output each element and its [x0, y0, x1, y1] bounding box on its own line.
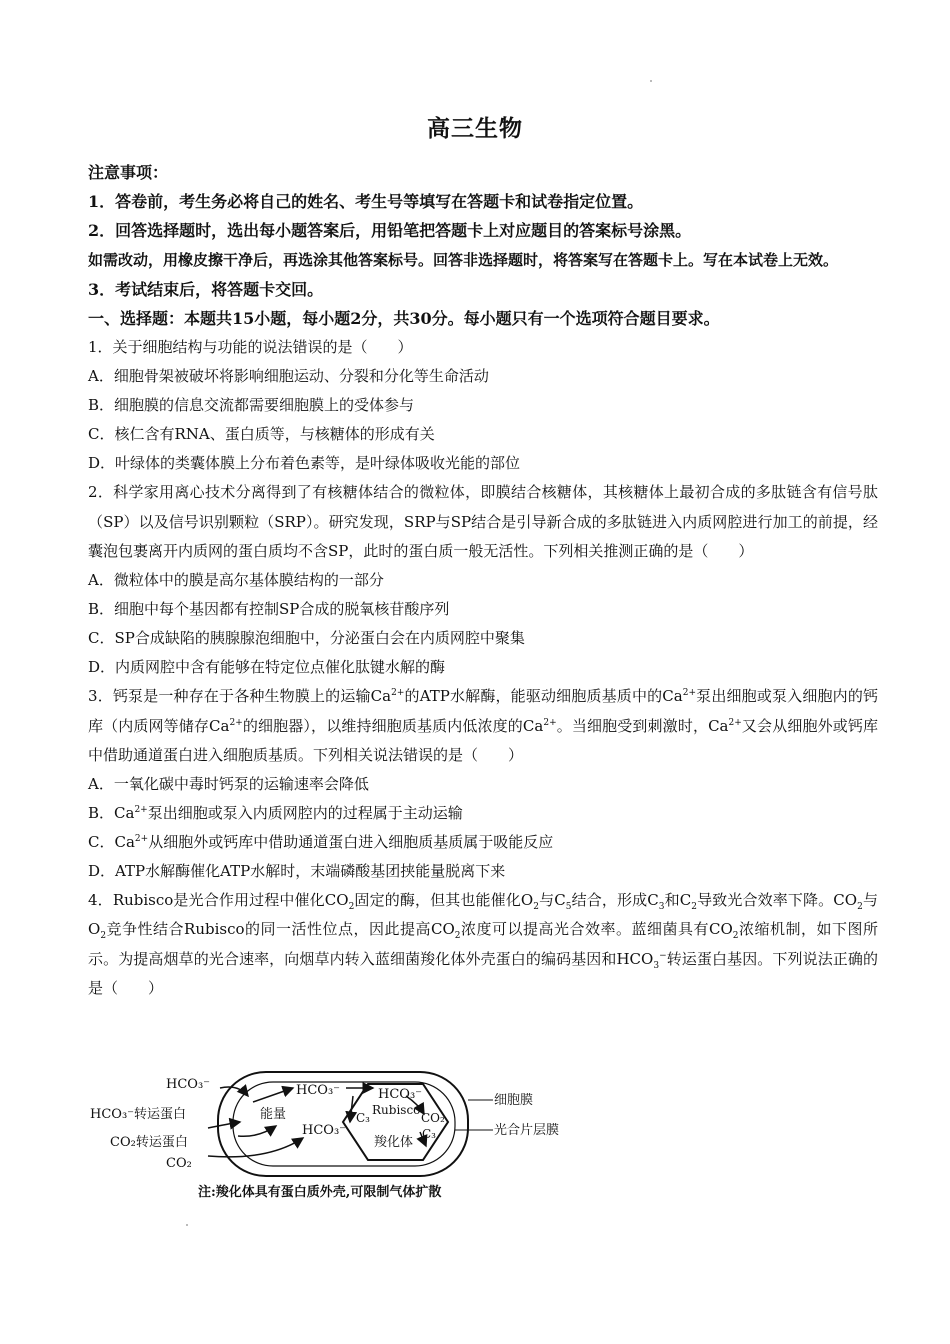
co2-outside-label: CO₂ [166, 1156, 192, 1171]
question-stem: 4．Rubisco是光合作用过程中催化$CO_2$固定的酶，但其也能催化$O_2$与$C_5$结合，形成$C_3$和$C_2$导致光合效率下降。$CO_2$与$O_2$竞争性结合Rubisco的同一活性位点，因此提高$CO_2$浓度可以提高光合效率。蓝细菌具有$CO_2$浓缩机制，如下图所示。为提高烟草的光合速率，向烟草内转入蓝细菌羧化体外壳蛋白的编码基因和$HCO_3^-$转运蛋白基因。下列说法正确的是（ ） [88, 891, 878, 997]
carboxysome-label: 羧化体 [374, 1135, 414, 1150]
hco3-thylakoid-label: HCO₃⁻ [302, 1123, 347, 1138]
option-b: B．$Ca^{2+}$泵出细胞或泵入内质网腔内的过程属于主动运输 [88, 804, 463, 823]
notice-item-3: 3．考试结束后，将答题卡交回。 [88, 279, 324, 299]
question-stem: 3．钙泵是一种存在于各种生物膜上的运输$Ca^{2+}$的ATP水解酶，能驱动细胞质基质中的$Ca^{2+}$泵出细胞或泵入细胞内的钙库（内质网等储存$Ca^{2+}$的细胞器），以维持细胞质基质内低浓度的$Ca^{2+}$。当细胞受到刺激时，$Ca^{2+}$又会从细胞外或钙库中借助通道蛋白进入细胞质基质。下列相关说法错误的是（ ） [88, 687, 878, 764]
option-c: C．核仁含有RNA、蛋白质等，与核糖体的形成有关 [88, 425, 435, 444]
c3-label: C₃ [356, 1111, 370, 1125]
c3-label: C₃ [422, 1127, 436, 1141]
co2-concentration-diagram [88, 1066, 588, 1206]
energy-label: 能量 [260, 1107, 287, 1122]
option-c: C．$Ca^{2+}$从细胞外或钙库中借助通道蛋白进入细胞质基质属于吸能反应 [88, 833, 554, 852]
thylakoid-label: 光合片层膜 [494, 1123, 560, 1138]
section-heading: 一、选择题：本题共15小题，每小题2分，共30分。每小题只有一个选项符合题目要求。 [88, 309, 720, 329]
hco3-cytoplasm-label: HCO₃⁻ [296, 1083, 341, 1098]
option-b: B．细胞中每个基因都有控制SP合成的脱氧核苷酸序列 [88, 600, 450, 619]
option-d: D．内质网腔中含有能够在特定位点催化肽键水解的酶 [88, 658, 446, 677]
co2-carboxysome-label: CO₂ [421, 1111, 445, 1125]
option-b: B．细胞膜的信息交流都需要细胞膜上的受体参与 [88, 396, 415, 415]
option-d: D．ATP水解酶催化ATP水解时，末端磷酸基团挟能量脱离下来 [88, 862, 506, 881]
hco3-outside-label: HCO₃⁻ [166, 1077, 211, 1092]
question-1 [88, 333, 878, 478]
option-c: C．SP合成缺陷的胰腺腺泡细胞中，分泌蛋白会在内质网腔中聚集 [88, 629, 525, 648]
question-stem: 2．科学家用离心技术分离得到了有核糖体结合的微粒体，即膜结合核糖体，其核糖体上最初合成的多肽链含有信号肽（SP）以及信号识别颗粒（SRP）。研究发现，SRP与SP结合是引导新合成的多肽链进入内质网腔进行加工的前提，经囊泡包裹离开内质网的蛋白质均不含SP，此时的蛋白质一般无活性。下列相关推测正确的是（ ） [88, 483, 878, 560]
option-a: A．微粒体中的膜是高尔基体膜结构的一部分 [88, 571, 384, 590]
question-3 [88, 682, 878, 886]
hco3-carboxysome-label: HCO₃⁻ [378, 1087, 423, 1102]
page-title: 高三生物 [427, 115, 523, 142]
figure-note: 注:羧化体具有蛋白质外壳,可限制气体扩散 [198, 1185, 442, 1200]
cell-membrane-label: 细胞膜 [494, 1093, 534, 1108]
notice-item-2-cont: 如需改动，用橡皮擦干净后，再选涂其他答案标号。回答非选择题时，将答案写在答题卡上。写在本试卷上无效。 [88, 250, 839, 269]
uptake-arrow [208, 1122, 240, 1128]
rubisco-label: Rubisco [372, 1103, 421, 1117]
notice-heading: 注意事项： [88, 163, 169, 182]
option-d: D．叶绿体的类囊体膜上分布着色素等，是叶绿体吸收光能的部位 [88, 454, 521, 473]
question-4 [88, 886, 878, 1003]
exam-content [88, 158, 878, 1003]
option-a: A．一氧化碳中毒时钙泵的运输速率会降低 [88, 775, 369, 794]
option-a: A．细胞骨架被破坏将影响细胞运动、分裂和分化等生命活动 [88, 367, 489, 386]
question-2 [88, 478, 878, 682]
notice-item-1: 1．答卷前，考生务必将自己的姓名、考生号等填写在答题卡和试卷指定位置。 [88, 192, 644, 212]
co2-transporter-label: CO₂转运蛋白 [110, 1135, 188, 1150]
hco3-transporter-label: HCO₃⁻转运蛋白 [90, 1107, 187, 1122]
transport-arrow [253, 1088, 293, 1102]
scan-speck [650, 80, 652, 82]
energy-arrow [238, 1126, 276, 1136]
question-stem: 1．关于细胞结构与功能的说法错误的是（ ） [88, 338, 413, 357]
scan-speck [186, 1224, 188, 1226]
notice-item-2: 2．回答选择题时，选出每小题答案后，用铅笔把答题卡上对应题目的答案标号涂黑。 [88, 221, 692, 241]
